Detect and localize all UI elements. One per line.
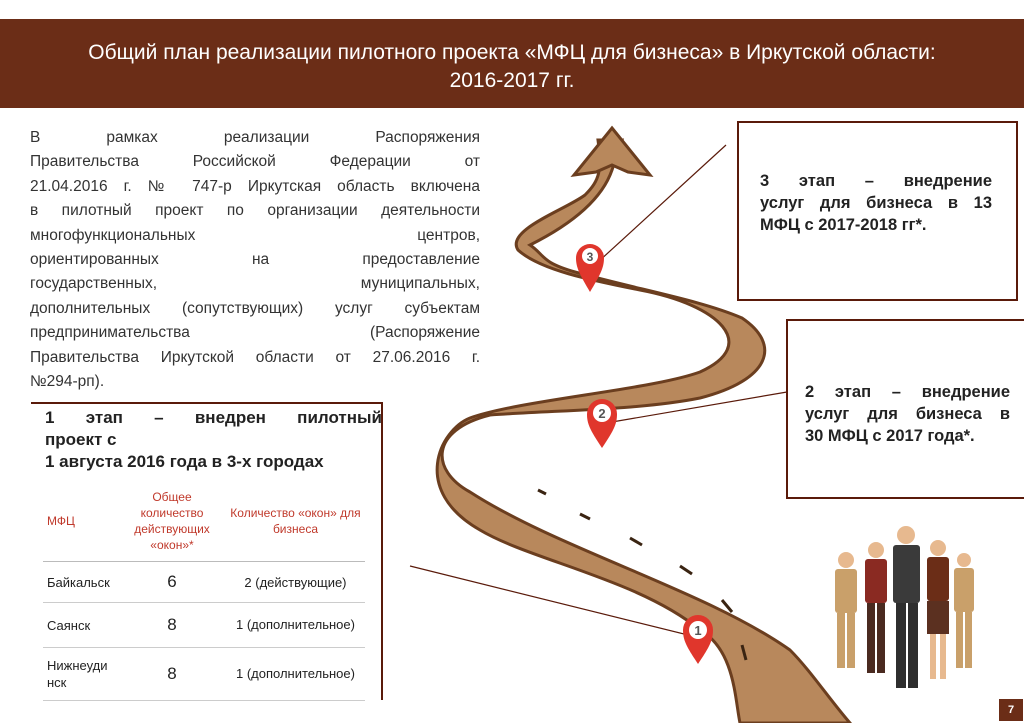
- business-people-icon: [835, 526, 974, 688]
- cell-business: 2 (действующие): [226, 562, 365, 603]
- mfc-table: [43, 481, 365, 701]
- stage-3-line: 3 этап – внедрение: [760, 172, 992, 190]
- intro-line: 21.04.2016 г. № 747-р Иркутская область включена: [30, 177, 480, 195]
- cell-city: Саянск: [43, 603, 118, 648]
- stage-2-line: 2 этап – внедрение: [805, 383, 1010, 401]
- cell-total: 8: [118, 648, 226, 701]
- intro-line: №294-рп).: [30, 372, 105, 390]
- marker-1-label: 1: [694, 623, 702, 638]
- stage-1-text: [45, 407, 382, 473]
- cell-business: 1 (дополнительное): [226, 603, 365, 648]
- page-number: 7: [999, 699, 1023, 721]
- intro-line: в пилотный проект по организации деятельности: [30, 202, 480, 220]
- intro-line: государственных, муниципальных,: [30, 275, 480, 293]
- col-header-business: Количество «окон» для бизнеса: [226, 481, 365, 562]
- stage-1-line: 1 августа 2016 года в 3-х городах: [45, 452, 324, 471]
- col-header-total: Общее количество действующих «окон»*: [118, 481, 226, 562]
- cell-total: 8: [118, 603, 226, 648]
- stage-3-line: МФЦ с 2017-2018 гг*.: [760, 216, 927, 234]
- intro-paragraph: [30, 126, 480, 394]
- marker-3-label: 3: [586, 250, 594, 264]
- stage-2-line: услуг для бизнеса в: [805, 405, 1010, 423]
- table-header-row: [43, 481, 365, 562]
- intro-line: дополнительных (сопутствующих) услуг субъектам: [30, 299, 480, 317]
- intro-line: предпринимательства (Распоряжение: [30, 324, 480, 342]
- marker-2-label: 2: [598, 406, 606, 421]
- col-header-mfc: МФЦ: [43, 481, 118, 562]
- intro-line: В рамках реализации Распоряжения: [30, 129, 480, 146]
- stage-3-text: [760, 170, 992, 236]
- intro-line: Правительства Российской Федерации от: [30, 153, 480, 171]
- intro-line: Правительства Иркутской области от 27.06.2016 г.: [30, 348, 480, 366]
- cell-total: 6: [118, 562, 226, 603]
- page-title-line-2: 2016-2017 гг.: [449, 69, 575, 92]
- page-title-line-1: Общий план реализации пилотного проекта «МФЦ для бизнеса» в Иркутской области:: [88, 41, 936, 64]
- stage-1-line: проект с: [45, 430, 117, 449]
- stage-2-line: 30 МФЦ с 2017 года*.: [805, 427, 975, 445]
- stage-3-line: услуг для бизнеса в 13: [760, 194, 992, 212]
- table-row: [43, 562, 365, 603]
- cell-city: Нижнеудинск: [43, 648, 118, 701]
- table-row: [43, 648, 365, 701]
- intro-line: ориентированных на предоставление: [30, 250, 480, 268]
- table-row: [43, 603, 365, 648]
- intro-line: многофункциональных центров,: [30, 226, 480, 244]
- cell-city: Байкальск: [43, 562, 118, 603]
- stage-1-line: 1 этап – внедрен пилотный: [45, 408, 382, 427]
- cell-business: 1 (дополнительное): [226, 648, 365, 701]
- stage-2-text: [805, 381, 1010, 447]
